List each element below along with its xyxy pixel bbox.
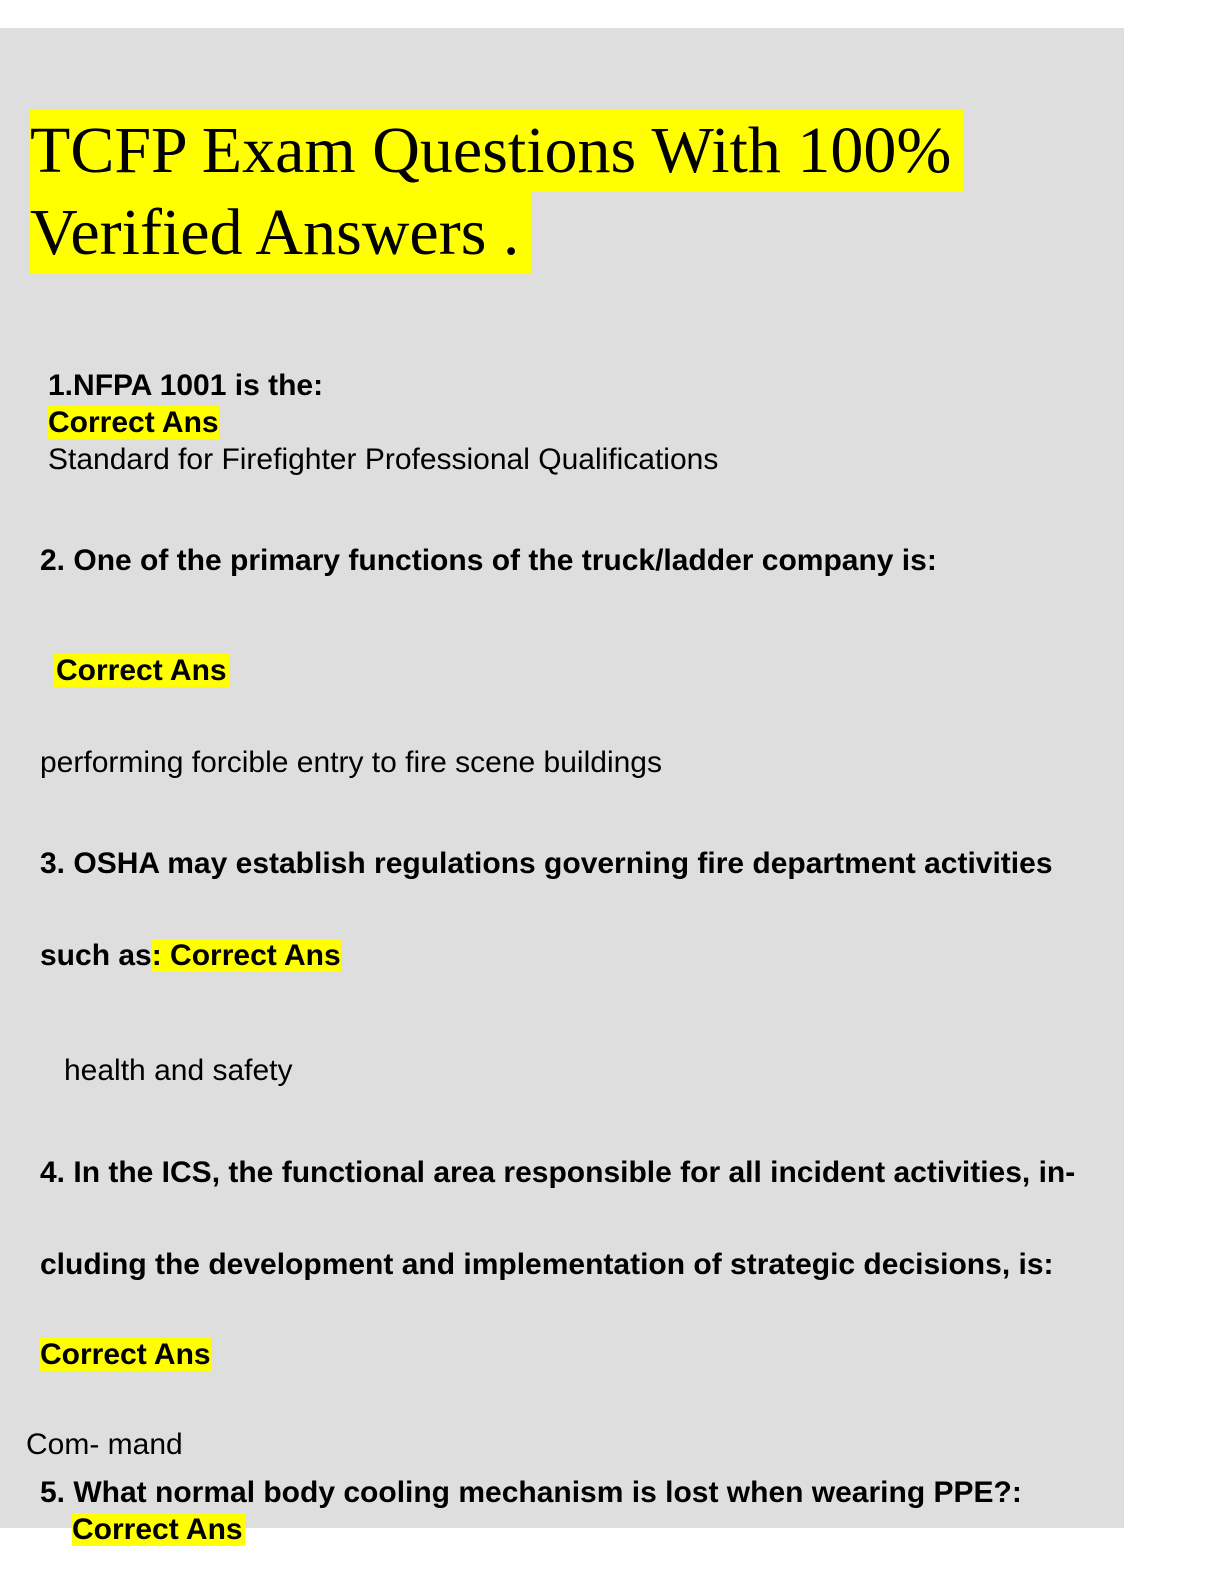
document-title: [30, 110, 963, 274]
question-4-line-1: 4. In the ICS, the functional area responsible for all incident activities, in-: [40, 1156, 1076, 1189]
correct-ans-highlight-4: Correct Ans: [40, 1338, 211, 1371]
answer-2: performing forcible entry to fire scene buildings: [40, 746, 662, 779]
question-1-number: 1.: [48, 369, 74, 402]
question-5: 5. What normal body cooling mechanism is lost when wearing PPE?:: [40, 1476, 1022, 1509]
correct-ans-highlight-1: Correct Ans: [48, 406, 219, 439]
question-1: [48, 368, 323, 404]
question-2: 2. One of the primary functions of the truck/ladder company is:: [40, 544, 937, 577]
correct-ans-label-2: [54, 653, 229, 689]
answer-1: Standard for Firefighter Professional Qualifications: [48, 443, 719, 476]
question-3-line-2: [40, 938, 341, 974]
question-1-text: NFPA 1001 is the:: [73, 369, 324, 402]
answer-4: Com- mand: [26, 1428, 183, 1461]
correct-ans-highlight-2: Correct Ans: [56, 654, 227, 687]
correct-ans-label-1: [48, 405, 219, 441]
question-3-text: such as: [40, 939, 152, 972]
answer-3: health and safety: [64, 1054, 293, 1087]
title-line-1: TCFP Exam Questions With 100%: [30, 110, 963, 192]
title-line-2: Verified Answers .: [30, 192, 531, 274]
correct-ans-label-5: [72, 1512, 245, 1548]
correct-ans-highlight-3: : Correct Ans: [151, 939, 341, 972]
question-4-line-2: cluding the development and implementation of strategic decisions, is:: [40, 1248, 1054, 1281]
question-3-line-1: 3. OSHA may establish regulations governing fire department activities: [40, 847, 1053, 880]
correct-ans-label-4: [40, 1337, 211, 1373]
correct-ans-highlight-5: Correct Ans: [72, 1513, 243, 1546]
